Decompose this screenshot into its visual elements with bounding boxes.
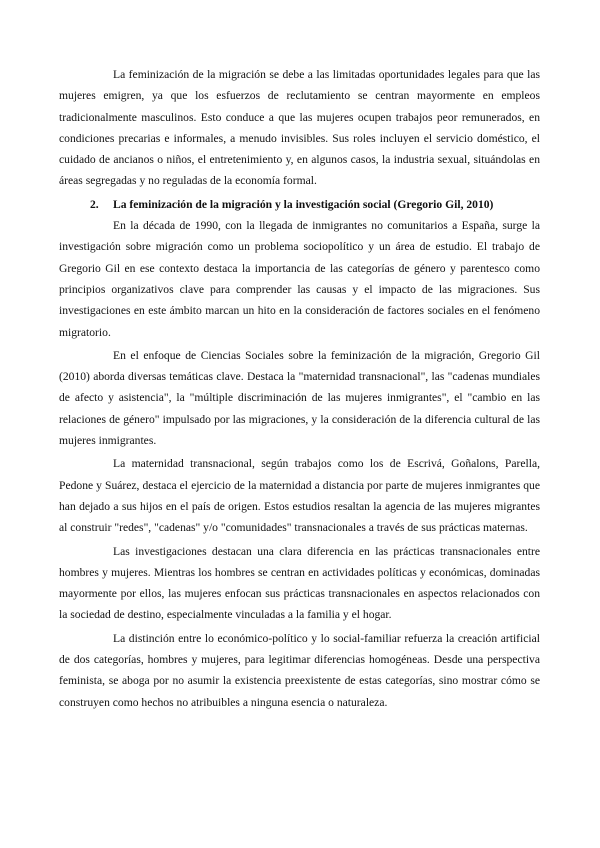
section-heading (59, 194, 540, 215)
section-title: La feminización de la migración y la investigación social (Gregorio Gil, 2010) (113, 197, 494, 211)
document-body (59, 64, 540, 715)
paragraph-feminizacion-intro: La feminización de la migración se debe a las limitadas oportunidades legales para que las mujeres emigren, ya que los esfuerzos de reclutamiento se centran mayormente en empleos tradicionalmente masculinos. Esto conduce a que las mujeres ocupen trabajos peor remunerados, en condiciones precarias e informales, a menudo invisibles. Sus roles incluyen el servicio doméstico, el cuidado de ancianos o niños, el entretenimiento y, en algunos casos, la industria sexual, situándolas en áreas segregadas y no reguladas de la economía formal. (59, 68, 540, 188)
section-number: 2. (90, 197, 99, 211)
paragraph-decada-1990: En la década de 1990, con la llegada de inmigrantes no comunitarios a España, surge la investigación sobre migración como un problema sociopolítico y un área de estudio. El trabajo de Gregorio Gil en ese contexto destaca la importancia de las categorías de género y parentesco como principios organizativos clave para comprender las causas y el impacto de las migraciones. Sus investigaciones en este ámbito marcan un hito en la consideración de factores sociales en el fenómeno migratorio. (59, 219, 540, 339)
paragraph-distincion-categorias: La distinción entre lo económico-político y lo social-familiar refuerza la creación artificial de dos categorías, hombres y mujeres, para legitimar diferencias homogéneas. Desde una perspectiva feminista, se aboga por no asumir la existencia preexistente de estas categorías, sino mostrar cómo se construyen como hechos no atribuibles a ninguna esencia o naturaleza. (59, 631, 540, 709)
paragraph-ciencias-sociales: En el enfoque de Ciencias Sociales sobre la feminización de la migración, Gregorio Gil (2010) aborda diversas temáticas clave. Destaca la "maternidad transnacional", las "cadenas mundiales de afecto y asistencia", la "múltiple discriminación de las mujeres inmigrantes", el "cambio en las relaciones de género" impulsado por las migraciones, y la consideración de la diferencia cultural de las mujeres inmigrantes. (59, 348, 540, 448)
paragraph-maternidad-transnacional: La maternidad transnacional, según trabajos como los de Escrivá, Goñalons, Parella, Pedone y Suárez, destaca el ejercicio de la maternidad a distancia por parte de mujeres inmigrantes que han dejado a sus hijos en el país de origen. Estos estudios resaltan la agencia de las mujeres migrantes al construir "redes", "cadenas" y/o "comunidades" transnacionales a través de sus prácticas maternas. (59, 457, 540, 535)
paragraph-practicas-transnacionales: Las investigaciones destacan una clara diferencia en las prácticas transnacionales entre hombres y mujeres. Mientras los hombres se centran en actividades políticas y económicas, dominadas mayormente por ellos, las mujeres enfocan sus prácticas transnacionales en aspectos relacionados con la sociedad de destino, especialmente vinculadas a la familia y el hogar. (59, 544, 540, 622)
